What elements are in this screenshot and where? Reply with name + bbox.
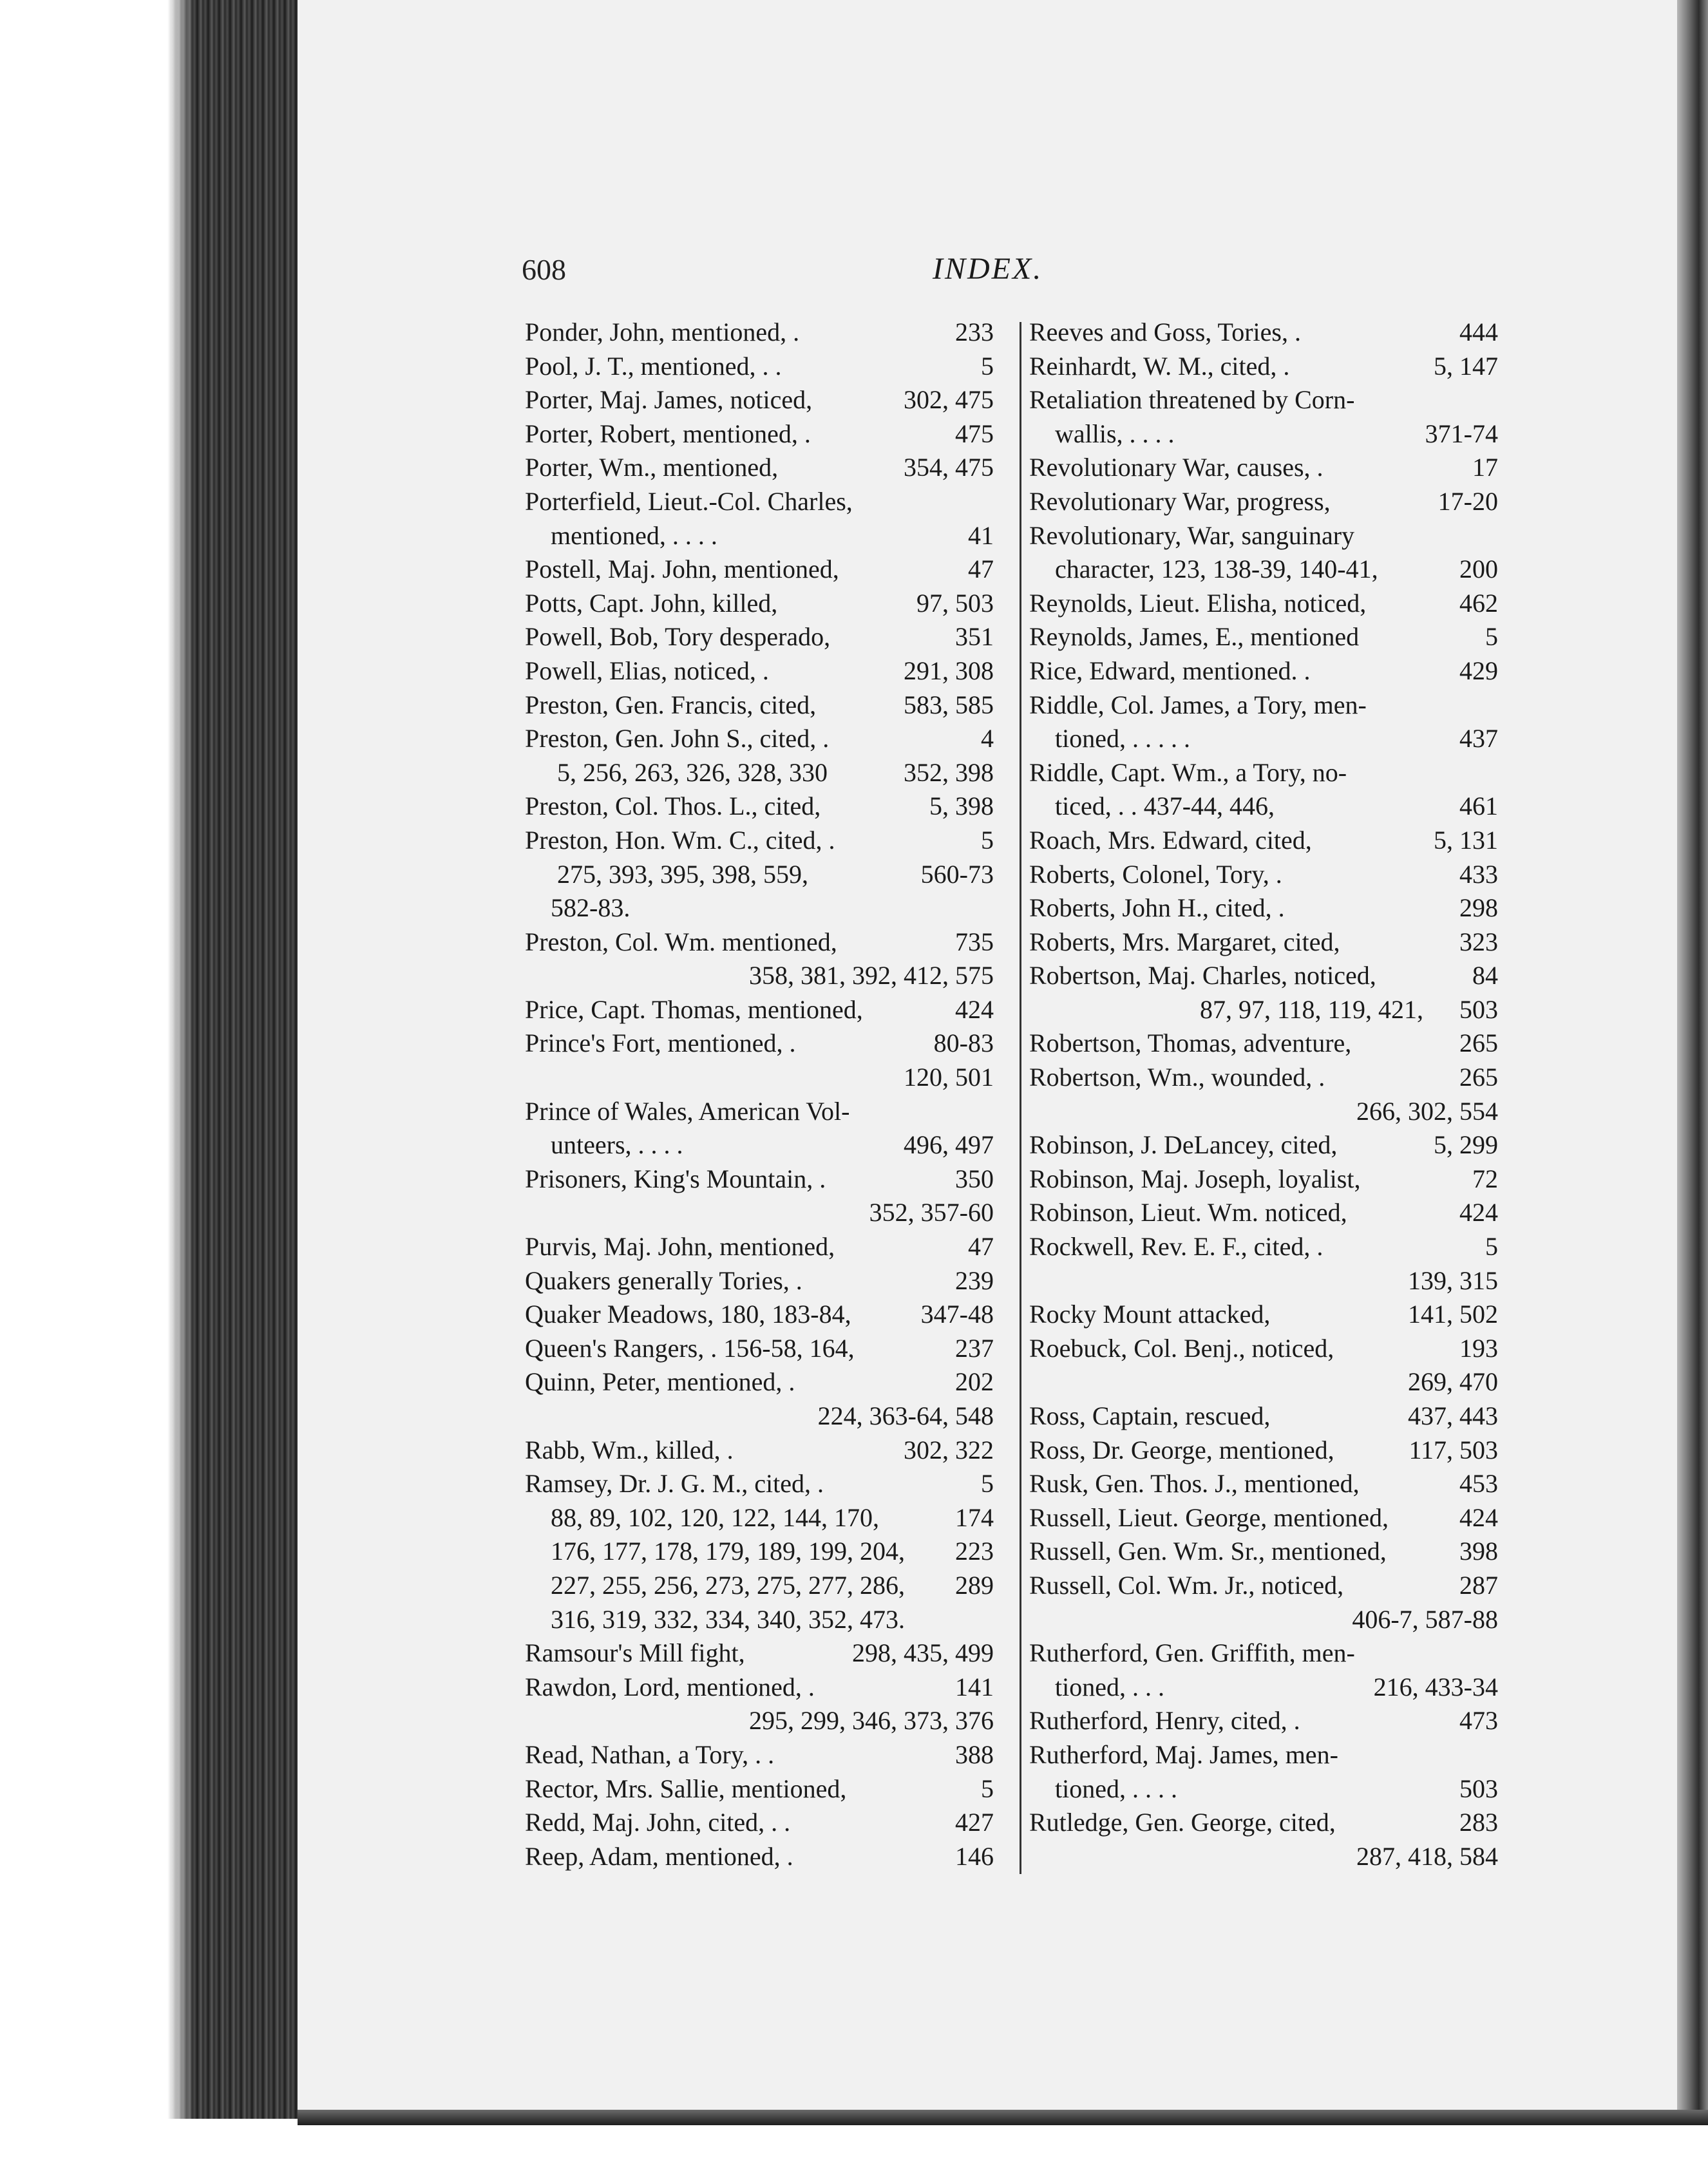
index-entry-pages: 269, 470	[1408, 1367, 1498, 1397]
index-entry	[525, 1467, 994, 1501]
index-entry-text: Ponder, John, mentioned, .	[525, 317, 800, 346]
index-entry-text: Porter, Robert, mentioned, .	[525, 419, 811, 448]
index-entry-text: Reynolds, Lieut. Elisha, noticed,	[1029, 588, 1367, 618]
index-entry-text: Rutledge, Gen. George, cited,	[1029, 1808, 1336, 1837]
index-entry-text: Rector, Mrs. Sallie, mentioned,	[525, 1774, 847, 1803]
index-entry-pages: 200	[1459, 554, 1498, 584]
index-entry-pages: 174	[955, 1502, 994, 1532]
index-entry-text: ticed, . . 437-44, 446,	[1055, 791, 1275, 821]
index-entry-text: Riddle, Capt. Wm., a Tory, no-	[1029, 757, 1347, 787]
index-entry-pages: 437	[1459, 724, 1498, 753]
index-entry-pages: 5	[981, 825, 994, 855]
index-entry-pages: 117, 503	[1409, 1435, 1498, 1464]
index-entry	[1029, 1095, 1498, 1129]
index-entry-text: Preston, Gen. John S., cited, .	[525, 724, 830, 753]
index-entry-text: Retaliation threatened by Corn-	[1029, 385, 1355, 415]
index-entry	[1029, 350, 1498, 384]
index-entry-pages: 453	[1459, 1469, 1498, 1499]
index-entry-text: Roach, Mrs. Edward, cited,	[1029, 825, 1312, 855]
index-entry-pages: 47	[968, 1232, 994, 1262]
index-entry-pages: 302, 475	[904, 385, 994, 415]
index-entry	[525, 553, 994, 587]
index-entry	[525, 417, 994, 451]
index-entry	[1029, 1738, 1498, 1772]
index-entry-text: Roberts, Colonel, Tory, .	[1029, 859, 1282, 889]
index-entry	[1029, 790, 1498, 824]
index-entry	[1029, 316, 1498, 350]
index-entry-pages: 398	[1459, 1537, 1498, 1566]
index-entry-pages: 84	[1472, 961, 1498, 990]
index-entry-pages: 72	[1472, 1164, 1498, 1193]
index-entry	[525, 1806, 994, 1840]
index-entry-text: character, 123, 138-39, 140-41,	[1055, 554, 1378, 584]
index-entry	[525, 383, 994, 417]
index-entry	[1029, 1061, 1498, 1095]
index-entry	[525, 824, 994, 858]
index-entry-pages: 350	[955, 1164, 994, 1193]
index-entry-text: Quinn, Peter, mentioned, .	[525, 1367, 795, 1397]
index-entry	[525, 316, 994, 350]
index-entry	[525, 858, 994, 892]
index-entry	[525, 1196, 994, 1230]
index-entry-pages: 289	[955, 1570, 994, 1600]
index-entry	[1029, 451, 1498, 485]
index-entry-pages: 291, 308	[904, 656, 994, 685]
index-entry	[1029, 1365, 1498, 1399]
index-entry	[1029, 1399, 1498, 1434]
index-entry	[525, 1399, 994, 1434]
index-entry	[1029, 1128, 1498, 1162]
index-entry-pages: 120, 501	[904, 1063, 994, 1092]
index-entry-pages: 223	[955, 1537, 994, 1566]
index-entry	[525, 1264, 994, 1298]
index-entry	[525, 1061, 994, 1095]
index-entry-text: Prince's Fort, mentioned, .	[525, 1028, 796, 1058]
index-entry	[525, 1535, 994, 1569]
index-entry-text: Queen's Rangers, . 156-58, 164,	[525, 1333, 855, 1363]
index-column-right	[1029, 316, 1498, 1873]
index-entry	[525, 1230, 994, 1264]
index-entry-text: Roebuck, Col. Benj., noticed,	[1029, 1333, 1334, 1363]
index-entry-pages: 5, 299	[1434, 1130, 1498, 1160]
index-entry-text: 316, 319, 332, 334, 340, 352, 473.	[551, 1604, 905, 1634]
index-entry-pages: 239	[955, 1265, 994, 1295]
index-entry-text: Reynolds, James, E., mentioned	[1029, 622, 1360, 652]
index-entry	[525, 620, 994, 654]
index-entry-pages: 5	[1485, 1232, 1498, 1262]
index-entry-text: 275, 393, 395, 398, 559,	[557, 859, 808, 889]
index-entry-text: Powell, Elias, noticed, .	[525, 656, 769, 685]
index-entry-text: Price, Capt. Thomas, mentioned,	[525, 994, 863, 1024]
index-entry	[1029, 1501, 1498, 1535]
index-entry-pages: 141, 502	[1408, 1300, 1498, 1329]
index-entry-text: Russell, Gen. Wm. Sr., mentioned,	[1029, 1537, 1387, 1566]
index-entry	[1029, 925, 1498, 960]
index-entry-text: Robinson, J. DeLancey, cited,	[1029, 1130, 1338, 1160]
index-entry	[1029, 1230, 1498, 1264]
index-entry-text: Preston, Hon. Wm. C., cited, .	[525, 825, 835, 855]
index-entry-pages: 202	[955, 1367, 994, 1397]
index-entry-text: Rocky Mount attacked,	[1029, 1300, 1271, 1329]
index-entry-text: Russell, Col. Wm. Jr., noticed,	[1029, 1570, 1344, 1600]
index-entry	[1029, 417, 1498, 451]
index-entry	[1029, 1704, 1498, 1738]
index-entry-pages: 139, 315	[1408, 1265, 1498, 1295]
index-entry-pages: 462	[1459, 588, 1498, 618]
index-entry-pages: 347-48	[920, 1300, 994, 1329]
index-entry	[1029, 1264, 1498, 1298]
index-entry	[1029, 383, 1498, 417]
index-entry	[1029, 1806, 1498, 1840]
index-entry	[525, 993, 994, 1027]
index-entry	[525, 790, 994, 824]
index-entry-pages: 4	[981, 724, 994, 753]
index-entry-text: Porter, Maj. James, noticed,	[525, 385, 813, 415]
index-entry-text: wallis, . . . .	[1055, 419, 1175, 448]
index-entry-pages: 298, 435, 499	[852, 1638, 994, 1668]
index-entry-text: Reinhardt, W. M., cited, .	[1029, 351, 1290, 381]
index-entry-pages: 5, 131	[1434, 825, 1498, 855]
index-entry	[1029, 587, 1498, 621]
index-entry-pages: 496, 497	[904, 1130, 994, 1160]
page-title: INDEX.	[933, 252, 1043, 286]
index-entry-pages: 302, 322	[904, 1435, 994, 1464]
index-entry-pages: 283	[1459, 1808, 1498, 1837]
index-entry	[1029, 959, 1498, 993]
index-entry	[525, 1636, 994, 1671]
index-entry-text: Riddle, Col. James, a Tory, men-	[1029, 690, 1367, 719]
index-entry-text: Ross, Captain, rescued,	[1029, 1401, 1271, 1430]
index-entry	[1029, 1671, 1498, 1705]
index-entry-pages: 237	[955, 1333, 994, 1363]
index-entry	[1029, 1162, 1498, 1197]
index-entry-text: Rusk, Gen. Thos. J., mentioned,	[1029, 1469, 1360, 1499]
index-entry-pages: 5	[981, 1469, 994, 1499]
index-entry	[525, 451, 994, 485]
index-entry	[1029, 1535, 1498, 1569]
index-entry	[525, 1501, 994, 1535]
index-entry-pages: 427	[955, 1808, 994, 1837]
book-page-edges	[0, 0, 303, 2119]
index-entry-pages: 224, 363-64, 548	[817, 1401, 994, 1430]
index-entry-pages: 80-83	[933, 1028, 994, 1058]
column-divider	[1020, 322, 1021, 1874]
index-entry-text: Rutherford, Henry, cited, .	[1029, 1706, 1300, 1736]
index-entry	[1029, 1332, 1498, 1366]
index-entry	[525, 519, 994, 553]
index-entry	[1029, 891, 1498, 925]
index-entry	[525, 722, 994, 756]
index-entry-text: Preston, Gen. Francis, cited,	[525, 690, 817, 719]
index-entry-pages: 216, 433-34	[1373, 1672, 1498, 1701]
index-entry-pages: 298	[1459, 893, 1498, 923]
index-entry	[1029, 1434, 1498, 1468]
index-entry	[525, 654, 994, 688]
index-entry	[525, 925, 994, 960]
index-entry-pages: 47	[968, 554, 994, 584]
index-entry-pages: 429	[1459, 656, 1498, 685]
index-entry-text: tioned, . . . . .	[1055, 724, 1190, 753]
index-entry	[525, 1365, 994, 1399]
index-entry-text: Redd, Maj. John, cited, . .	[525, 1808, 791, 1837]
index-entry-text: mentioned, . . . .	[551, 520, 717, 550]
index-entry-text: Porterfield, Lieut.-Col. Charles,	[525, 486, 853, 516]
index-entry-text: Prince of Wales, American Vol-	[525, 1096, 850, 1126]
index-entry	[1029, 553, 1498, 587]
index-entry	[525, 1569, 994, 1603]
index-entry	[525, 1704, 994, 1738]
index-entry	[525, 1738, 994, 1772]
index-entry-text: Revolutionary, War, sanguinary	[1029, 520, 1355, 550]
index-entry-pages: 5, 398	[929, 791, 994, 821]
index-entry	[525, 1095, 994, 1129]
index-entry	[1029, 1840, 1498, 1874]
index-entry	[525, 1434, 994, 1468]
index-entry	[1029, 1636, 1498, 1671]
index-entry-text: Quaker Meadows, 180, 183-84,	[525, 1300, 851, 1329]
index-entry-pages: 406-7, 587-88	[1352, 1604, 1498, 1634]
index-entry-text: 176, 177, 178, 179, 189, 199, 204,	[551, 1537, 905, 1566]
index-entry-text: 582-83.	[551, 893, 631, 923]
index-entry	[1029, 1027, 1498, 1061]
index-entry-text: Porter, Wm., mentioned,	[525, 453, 779, 482]
index-entry-text: Rutherford, Gen. Griffith, men-	[1029, 1638, 1355, 1668]
index-entry-text: Rice, Edward, mentioned. .	[1029, 656, 1311, 685]
index-entry	[1029, 654, 1498, 688]
index-entry-text: Rawdon, Lord, mentioned, .	[525, 1672, 815, 1701]
index-entry	[525, 1298, 994, 1332]
index-entry-pages: 461	[1459, 791, 1498, 821]
page-number: 608	[522, 253, 566, 286]
index-entry-pages: 437, 443	[1408, 1401, 1498, 1430]
index-entry-text: Robinson, Maj. Joseph, loyalist,	[1029, 1164, 1361, 1193]
index-entry-text: Robertson, Maj. Charles, noticed,	[1029, 961, 1376, 990]
index-entry-pages: 475	[955, 419, 994, 448]
index-entry	[1029, 485, 1498, 519]
index-entry-pages: 97, 503	[916, 588, 994, 618]
index-entry-pages: 5, 147	[1434, 351, 1498, 381]
index-entry-pages: 424	[1459, 1198, 1498, 1227]
index-entry-text: Potts, Capt. John, killed,	[525, 588, 778, 618]
index-entry-text: Roberts, John H., cited, .	[1029, 893, 1285, 923]
index-entry-pages: 287	[1459, 1570, 1498, 1600]
index-entry	[1029, 1467, 1498, 1501]
index-entry-pages: 560-73	[920, 859, 994, 889]
index-entry-pages: 358, 381, 392, 412, 575	[749, 961, 994, 990]
index-entry-pages: 352, 398	[904, 757, 994, 787]
index-entry	[525, 1128, 994, 1162]
index-entry-text: Prisoners, King's Mountain, .	[525, 1164, 826, 1193]
index-entry	[1029, 993, 1498, 1027]
index-entry-pages: 583, 585	[904, 690, 994, 719]
index-entry-text: Ross, Dr. George, mentioned,	[1029, 1435, 1334, 1464]
index-entry-text: unteers, . . . .	[551, 1130, 683, 1160]
index-entry	[525, 1671, 994, 1705]
index-entry	[525, 959, 994, 993]
index-entry-text: Revolutionary War, progress,	[1029, 486, 1331, 516]
index-entry	[525, 688, 994, 723]
index-entry-text: Preston, Col. Thos. L., cited,	[525, 791, 821, 821]
index-entry	[525, 1162, 994, 1197]
index-entry-pages: 424	[1459, 1502, 1498, 1532]
index-entry-text: Powell, Bob, Tory desperado,	[525, 622, 831, 652]
index-entry-pages: 265	[1459, 1063, 1498, 1092]
index-entry-text: Rockwell, Rev. E. F., cited, .	[1029, 1232, 1324, 1262]
index-entry	[525, 350, 994, 384]
index-column-left	[525, 316, 994, 1873]
index-entry-pages: 146	[955, 1841, 994, 1871]
index-entry	[1029, 688, 1498, 723]
index-entry	[1029, 1603, 1498, 1637]
index-entry	[1029, 722, 1498, 756]
index-entry-pages: 5	[981, 1774, 994, 1803]
index-entry	[1029, 620, 1498, 654]
index-entry	[525, 756, 994, 790]
index-entry-pages: 17-20	[1438, 486, 1498, 516]
index-entry	[525, 1332, 994, 1366]
page-bottom-shadow	[298, 2110, 1708, 2125]
index-entry-pages: 433	[1459, 859, 1498, 889]
index-entry-text: Revolutionary War, causes, .	[1029, 453, 1324, 482]
index-entry-pages: 735	[955, 927, 994, 956]
index-entry-pages: 503	[1459, 1774, 1498, 1803]
index-entry-text: Read, Nathan, a Tory, . .	[525, 1739, 775, 1769]
index-entry-pages: 295, 299, 346, 373, 376	[749, 1706, 994, 1736]
index-entry-text: Rutherford, Maj. James, men-	[1029, 1739, 1338, 1769]
index-entry-pages: 351	[955, 622, 994, 652]
index-entry-pages: 5	[1485, 622, 1498, 652]
index-entry-text: 5, 256, 263, 326, 328, 330	[557, 757, 828, 787]
index-entry-text: Purvis, Maj. John, mentioned,	[525, 1232, 835, 1262]
index-entry-text: Preston, Col. Wm. mentioned,	[525, 927, 837, 956]
index-entry	[1029, 1569, 1498, 1603]
index-entry	[1029, 1196, 1498, 1230]
index-entry-pages: 323	[1459, 927, 1498, 956]
index-entry-pages: 503	[1459, 994, 1498, 1024]
index-entry-pages: 424	[955, 994, 994, 1024]
index-entry-pages: 371-74	[1425, 419, 1498, 448]
index-entry-pages: 141	[955, 1672, 994, 1701]
index-entry-text: Reeves and Goss, Tories, .	[1029, 317, 1301, 346]
index-entry	[525, 1027, 994, 1061]
book-binding-edge	[1677, 0, 1708, 2112]
index-entry-pages: 193	[1459, 1333, 1498, 1363]
index-entry-pages: 17	[1472, 453, 1498, 482]
index-entry-text: 88, 89, 102, 120, 122, 144, 170,	[551, 1502, 879, 1532]
index-entry	[1029, 1772, 1498, 1806]
index-entry-text: Reep, Adam, mentioned, .	[525, 1841, 793, 1871]
index-entry-pages: 266, 302, 554	[1356, 1096, 1498, 1126]
index-entry-text: Robertson, Thomas, adventure,	[1029, 1028, 1352, 1058]
index-entry-text: Pool, J. T., mentioned, . .	[525, 351, 782, 381]
index-entry-pages: 265	[1459, 1028, 1498, 1058]
index-entry-pages: 41	[968, 520, 994, 550]
index-entry	[1029, 824, 1498, 858]
index-entry	[1029, 858, 1498, 892]
index-entry-text: Ramsey, Dr. J. G. M., cited, .	[525, 1469, 824, 1499]
index-entry-pages: 354, 475	[904, 453, 994, 482]
index-entry-text: Ramsour's Mill fight,	[525, 1638, 745, 1668]
index-entry-text: tioned, . . .	[1055, 1672, 1164, 1701]
index-entry-pages: 233	[955, 317, 994, 346]
index-entry-text: Robertson, Wm., wounded, .	[1029, 1063, 1325, 1092]
index-entry	[525, 485, 994, 519]
index-entry	[1029, 519, 1498, 553]
index-entry-pages: 473	[1459, 1706, 1498, 1736]
index-entry-text: Quakers generally Tories, .	[525, 1265, 802, 1295]
index-entry	[525, 587, 994, 621]
index-entry	[525, 891, 994, 925]
index-entry	[1029, 1298, 1498, 1332]
index-entry-text: Robinson, Lieut. Wm. noticed,	[1029, 1198, 1347, 1227]
index-entry-pages: 388	[955, 1739, 994, 1769]
index-entry	[525, 1840, 994, 1874]
index-entry-text: Rabb, Wm., killed, .	[525, 1435, 734, 1464]
index-entry	[525, 1603, 994, 1637]
index-entry	[525, 1772, 994, 1806]
index-entry-text: 87, 97, 118, 119, 421,	[1200, 994, 1424, 1024]
index-entry	[1029, 756, 1498, 790]
index-entry-text: Roberts, Mrs. Margaret, cited,	[1029, 927, 1340, 956]
index-entry-pages: 287, 418, 584	[1356, 1841, 1498, 1871]
index-entry-text: Russell, Lieut. George, mentioned,	[1029, 1502, 1389, 1532]
index-entry-text: 227, 255, 256, 273, 275, 277, 286,	[551, 1570, 905, 1600]
index-entry-pages: 444	[1459, 317, 1498, 346]
index-entry-text: Postell, Maj. John, mentioned,	[525, 554, 839, 584]
index-entry-pages: 5	[981, 351, 994, 381]
index-entry-text: tioned, . . . .	[1055, 1774, 1177, 1803]
index-entry-pages: 352, 357-60	[869, 1198, 994, 1227]
